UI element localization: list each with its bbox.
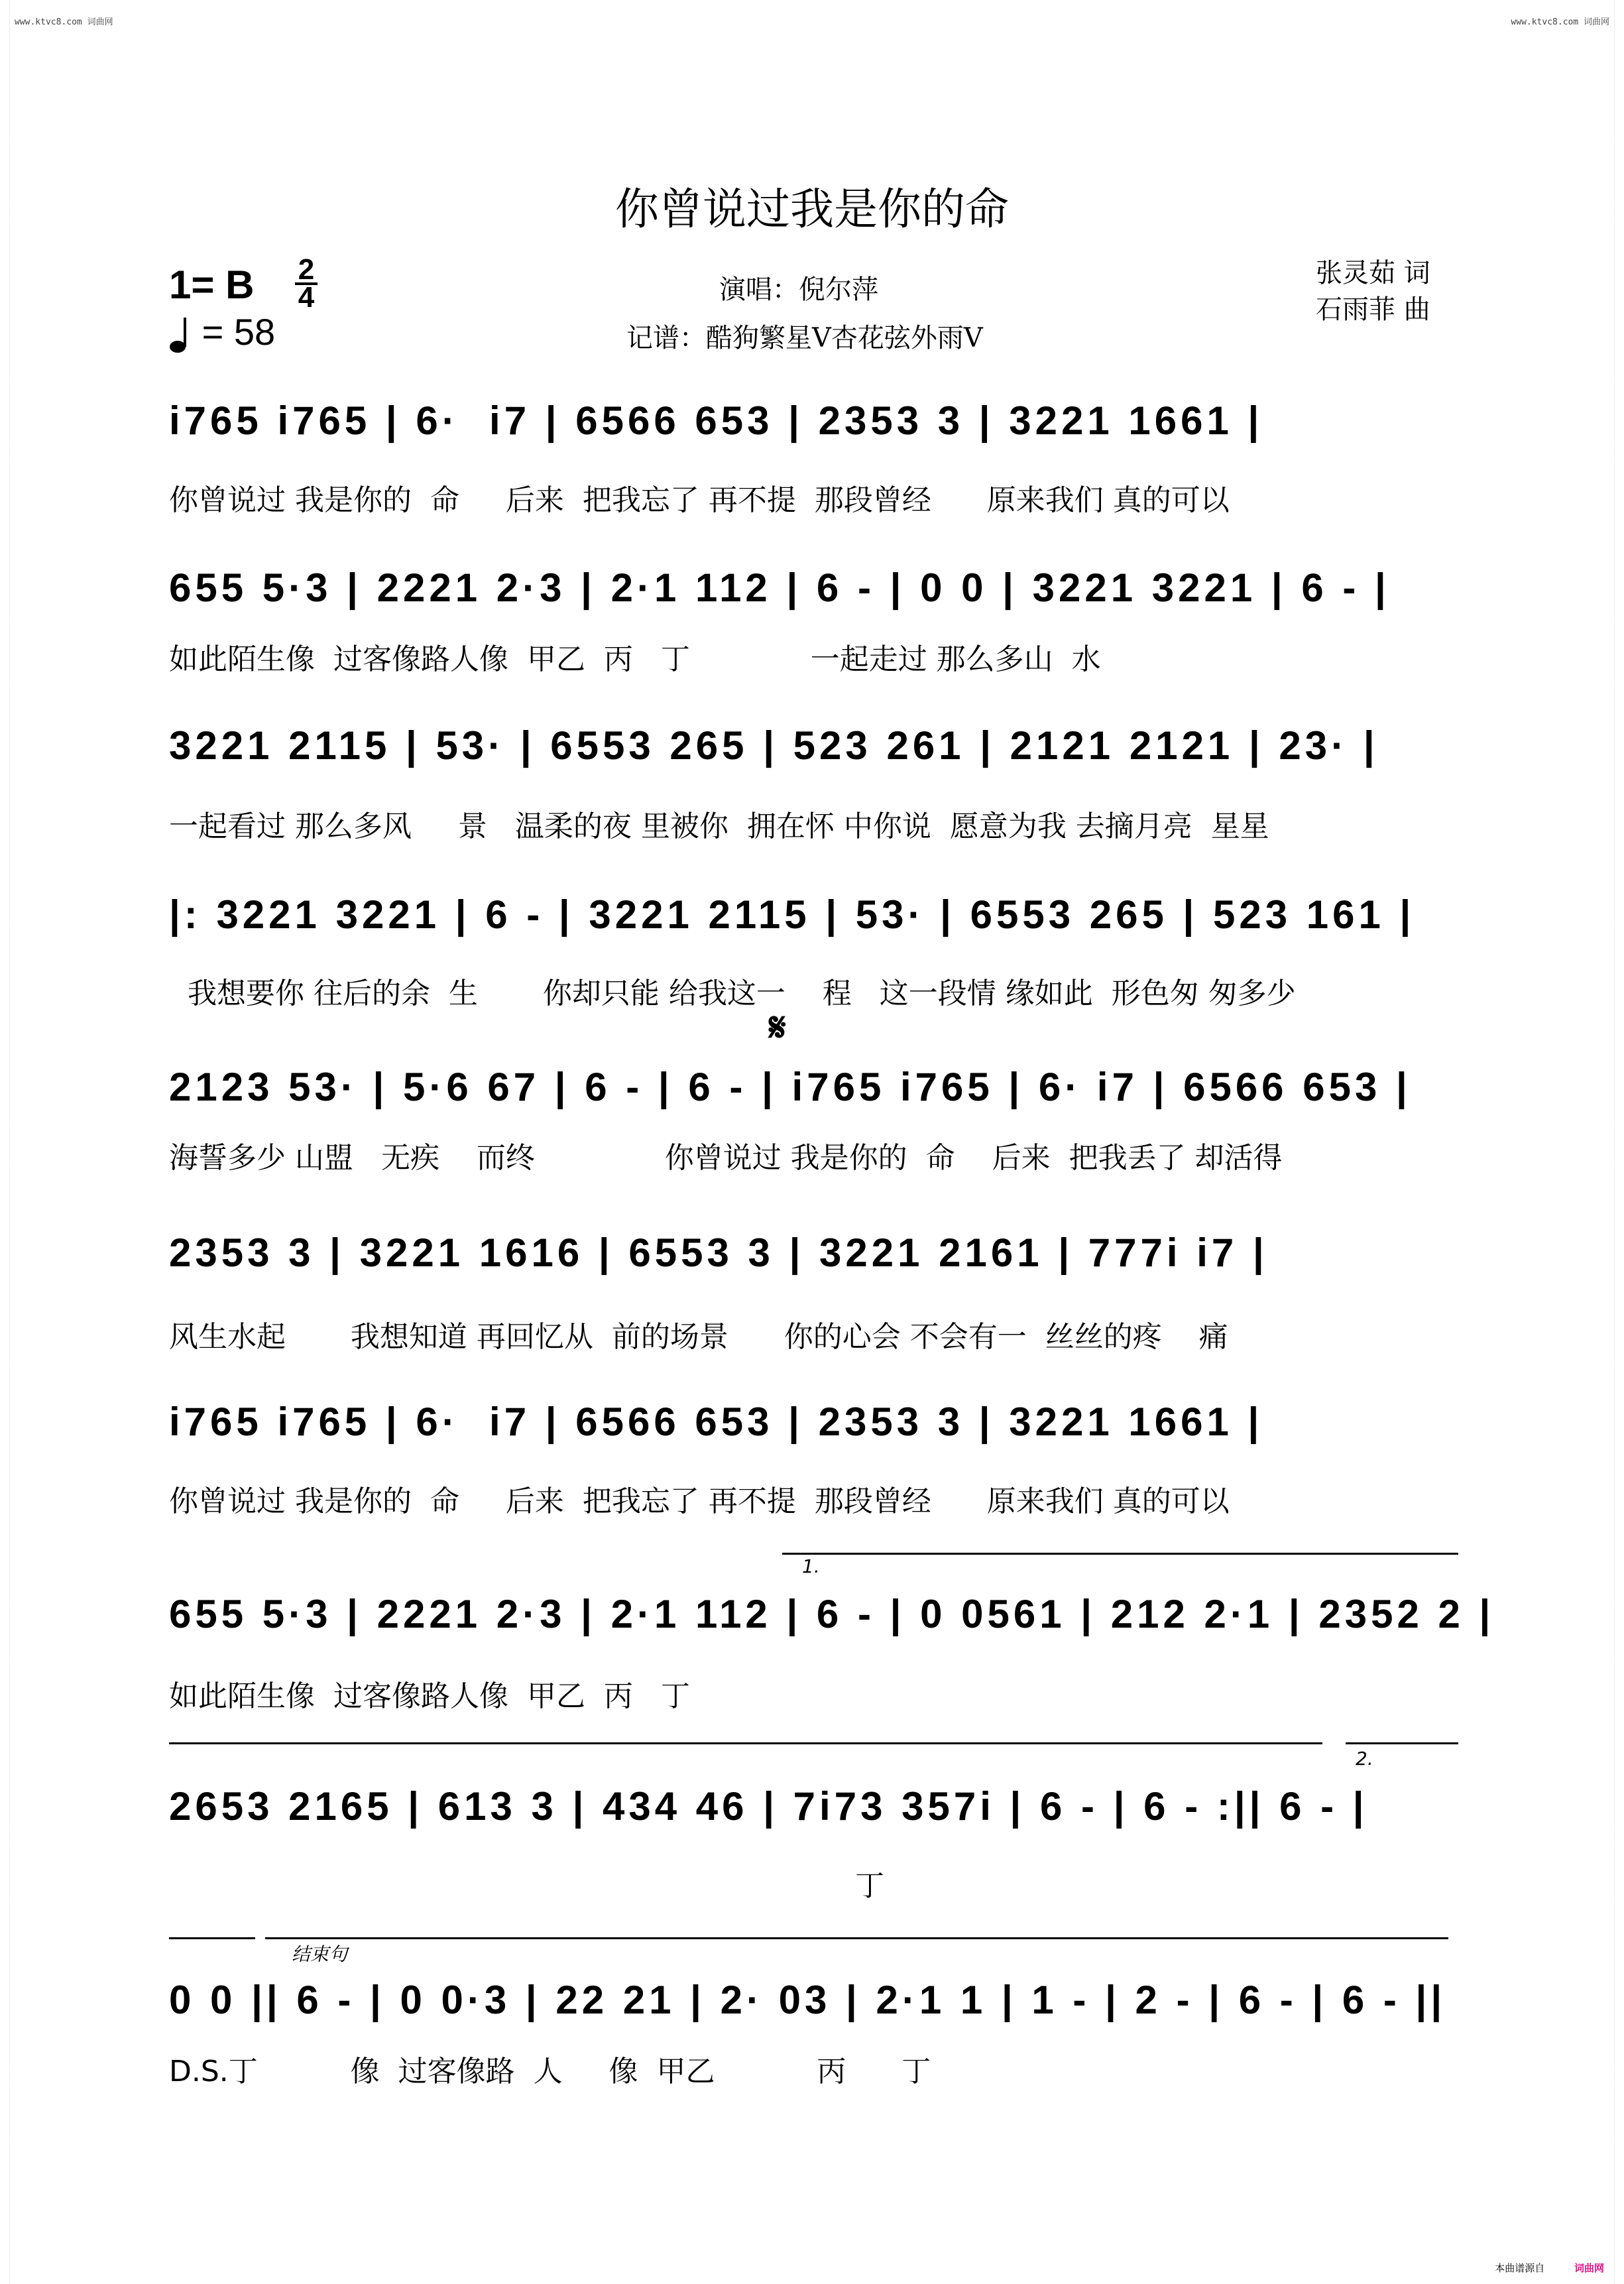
staff-line-6: 2353 3 | 3221 1616 | 6553 3 | 3221 2161 | 777i i7 | bbox=[169, 1231, 1268, 1275]
staff-line-9: 2653 2165 | 613 3 | 434 46 | 7i73 357i | 6 - | 6 - :|| 6 - | bbox=[169, 1784, 1368, 1829]
footer-brand-link[interactable]: 词曲网 bbox=[1574, 2262, 1604, 2274]
staff-line-3: 3221 2115 | 53· | 6553 265 | 523 261 | 2121 2121 | 23· | bbox=[169, 723, 1379, 768]
transcriber-credit: 记谱：酷狗繁星V杏花弦外雨V bbox=[626, 323, 983, 353]
meter-top: 2 bbox=[298, 253, 315, 286]
lyric-line-3: 一起看过 那么多风 景 温柔的夜 里被你 拥在怀 中你说 愿意为我 去摘月亮 星星 bbox=[169, 810, 1269, 843]
footer-source: 本曲谱源自 bbox=[1495, 2262, 1545, 2274]
lyric-line-6: 风生水起 我想知道 再回忆从 前的场景 你的心会 不会有一 丝丝的疼 痛 bbox=[169, 1320, 1228, 1354]
lyric-line-2: 如此陌生像 过客像路人像 甲乙 丙 丁 一起走过 那么多山 水 bbox=[169, 642, 1101, 676]
volta-1-label: 1. bbox=[802, 1555, 820, 1577]
lyric-line-4: 我想要你 往后的余 生 你却只能 给我这一 程 这一段情 缘如此 形色匆 匆多少 bbox=[169, 977, 1296, 1010]
right-margin-strip bbox=[1614, 0, 1624, 2284]
key-signature: 1= B bbox=[169, 263, 255, 307]
lyric-line-1: 你曾说过 我是你的 命 后来 把我忘了 再不提 那段曾经 原来我们 真的可以 bbox=[169, 483, 1230, 517]
lyric-line-7: 你曾说过 我是你的 命 后来 把我忘了 再不提 那段曾经 原来我们 真的可以 bbox=[169, 1484, 1230, 1518]
lyric-line-9: 丁 bbox=[169, 1869, 884, 1903]
volta-1-bracket bbox=[782, 1553, 1458, 1555]
lyric-line-5: 海誓多少 山盟 无疾 而终 你曾说过 我是你的 命 后来 把我丢了 却活得 bbox=[169, 1141, 1283, 1175]
staff-line-2: 655 5·3 | 2221 2·3 | 2·1 112 | 6 - | 0 0 | 3221 3221 | 6 - | bbox=[169, 566, 1390, 610]
time-signature bbox=[295, 253, 318, 314]
volta-1-bracket-continued bbox=[169, 1742, 1322, 1744]
segno-sign: 𝄋 bbox=[769, 1004, 786, 1051]
tempo-marking bbox=[169, 310, 275, 355]
composer-credit: 石雨菲 曲 bbox=[1316, 294, 1430, 325]
tempo-value: = 58 bbox=[202, 311, 276, 353]
watermark-left: www.ktvc8.com 词曲网 bbox=[15, 17, 113, 27]
quarter-note-icon bbox=[169, 315, 192, 355]
left-margin-strip bbox=[0, 0, 10, 2284]
song-title: 你曾说过我是你的命 bbox=[615, 184, 1009, 235]
staff-line-8: 655 5·3 | 2221 2·3 | 2·1 112 | 6 - | 0 0561 | 212 2·1 | 2352 2 | bbox=[169, 1592, 1495, 1636]
staff-line-1: i765 i765 | 6· i7 | 6566 653 | 2353 3 | 3221 1661 | bbox=[169, 398, 1263, 443]
lyric-line-10: D.S.丁 像 过客像路 人 像 甲乙 丙 丁 bbox=[169, 2055, 931, 2088]
staff-line-7: i765 i765 | 6· i7 | 6566 653 | 2353 3 | 3221 1661 | bbox=[169, 1400, 1263, 1444]
meter-bottom: 4 bbox=[298, 281, 315, 314]
ending-bracket-left bbox=[169, 1937, 255, 1939]
staff-line-4: |: 3221 3221 | 6 - | 3221 2115 | 53· | 6553 265 | 523 161 | bbox=[169, 892, 1415, 937]
ending-label: 结束句 bbox=[292, 1943, 348, 1965]
lyric-line-8: 如此陌生像 过客像路人像 甲乙 丙 丁 bbox=[169, 1679, 690, 1713]
staff-line-5: 2123 53· | 5·6 67 | 6 - | 6 - | i765 i765 | 6· i7 | 6566 653 | bbox=[169, 1065, 1411, 1109]
volta-2-bracket bbox=[1346, 1742, 1458, 1744]
ending-bracket bbox=[265, 1937, 1448, 1939]
lyricist-credit: 张灵茹 词 bbox=[1316, 258, 1430, 288]
singer-credit: 演唱：倪尔萍 bbox=[719, 274, 878, 305]
watermark-right: www.ktvc8.com 词曲网 bbox=[1511, 17, 1609, 27]
footer bbox=[1495, 2261, 1604, 2275]
staff-line-10: 0 0 || 6 - | 0 0·3 | 22 21 | 2· 03 | 2·1 1 | 1 - | 2 - | 6 - | 6 - || bbox=[169, 1978, 1446, 2022]
volta-2-label: 2. bbox=[1356, 1748, 1373, 1770]
